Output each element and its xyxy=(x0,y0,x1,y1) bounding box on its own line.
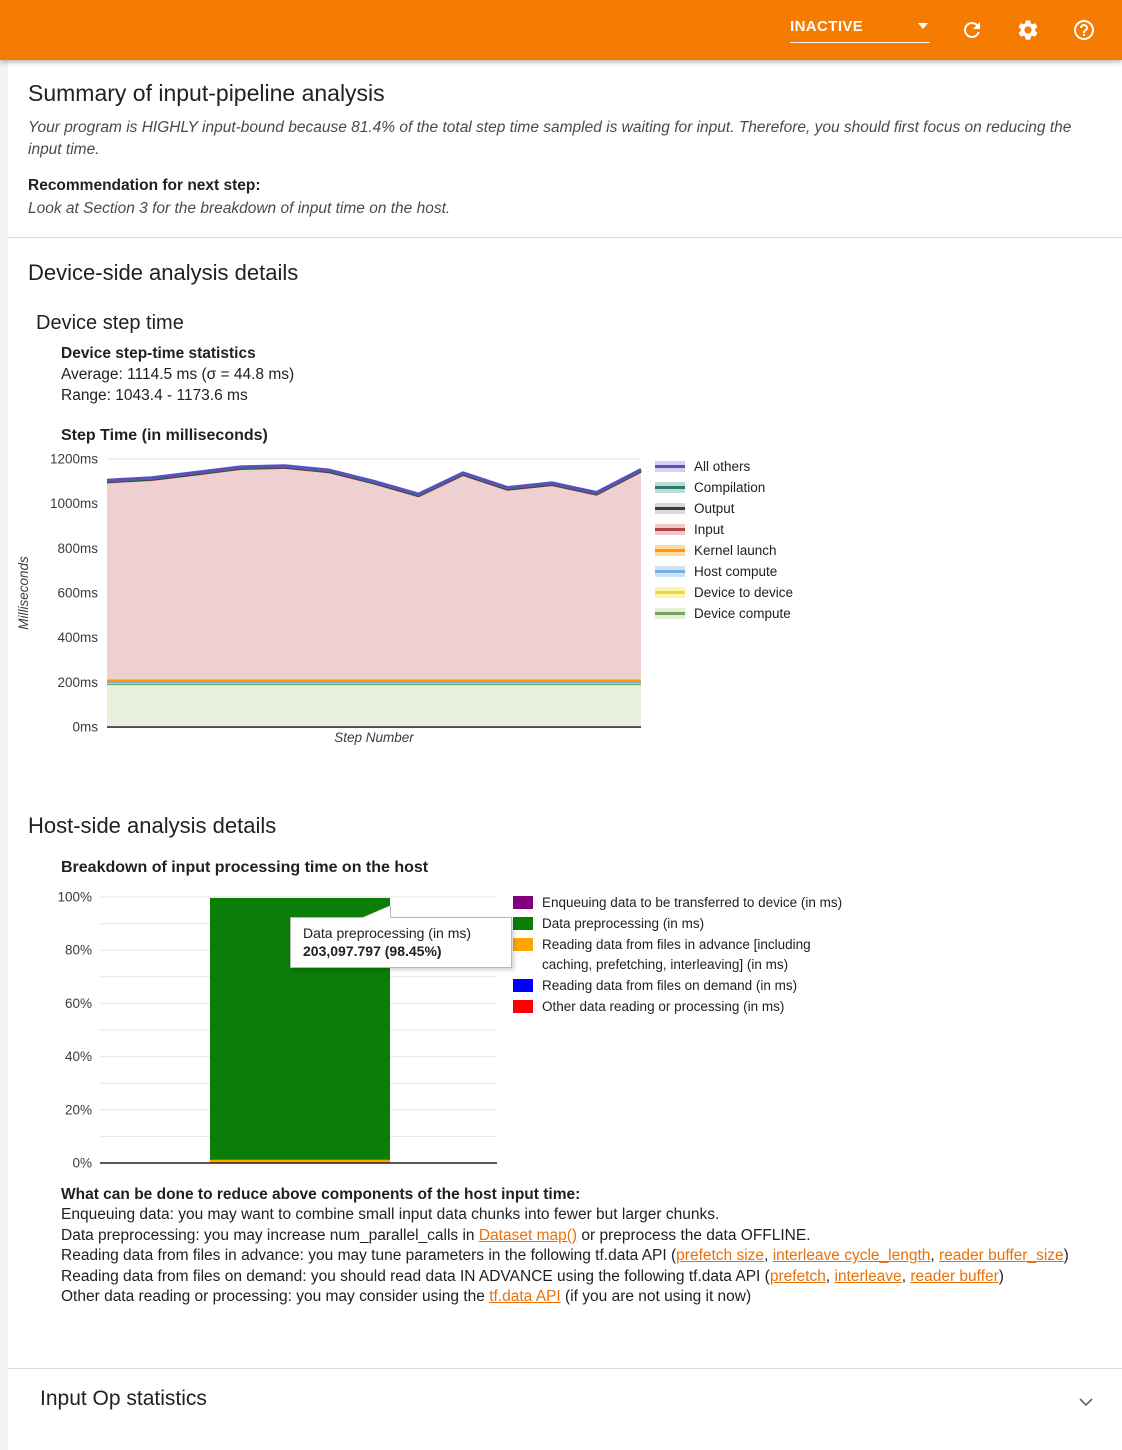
legend-item xyxy=(513,976,993,996)
advice-link[interactable]: prefetch size xyxy=(676,1247,765,1265)
device-chart-title: Step Time (in milliseconds) xyxy=(61,427,268,444)
svg-text:Milliseconds: Milliseconds xyxy=(16,556,31,630)
recommendation-label: Recommendation for next step: xyxy=(28,177,261,194)
legend-item xyxy=(513,935,993,975)
tooltip-series-name: Data preprocessing (in ms) xyxy=(303,925,472,941)
advice-heading: What can be done to reduce above components of the host input time: xyxy=(61,1186,581,1203)
svg-text:0ms: 0ms xyxy=(72,719,98,735)
host-chart-title: Breakdown of input processing time on the host xyxy=(61,859,429,876)
legend-item xyxy=(655,519,793,540)
legend-item xyxy=(655,540,793,561)
legend-item xyxy=(655,498,793,519)
legend-label: All others xyxy=(694,459,751,474)
device-stats-title: Device step-time statistics xyxy=(61,345,256,362)
host-breakdown-chart[interactable] xyxy=(8,888,1122,1180)
legend-swatch xyxy=(513,917,533,930)
host-chart-legend xyxy=(513,893,993,1018)
legend-item xyxy=(655,603,793,624)
legend-label: Device to device xyxy=(694,585,794,600)
advice-link[interactable]: prefetch xyxy=(769,1267,826,1285)
gear-icon xyxy=(1016,18,1040,42)
legend-label: Enqueuing data to be transferred to device (in ms) xyxy=(542,895,843,910)
device-step-time-stats xyxy=(61,343,294,406)
svg-text:80%: 80% xyxy=(64,942,92,958)
legend-swatch xyxy=(513,979,533,992)
legend-label: Reading data from files on demand (in ms) xyxy=(542,978,798,993)
svg-text:1200ms: 1200ms xyxy=(49,451,98,467)
legend-item xyxy=(513,997,993,1017)
device-section-title: Device-side analysis details xyxy=(28,260,299,285)
legend-swatch xyxy=(655,524,685,535)
legend-label: Kernel launch xyxy=(694,543,777,558)
legend-swatch xyxy=(655,608,685,619)
refresh-button[interactable] xyxy=(958,16,986,44)
host-section-title: Host-side analysis details xyxy=(28,813,277,838)
refresh-icon xyxy=(960,18,984,42)
advice-link[interactable]: interleave xyxy=(834,1267,902,1285)
legend-label: Data preprocessing (in ms) xyxy=(542,916,705,931)
summary-body: Your program is HIGHLY input-bound because 81.4% of the total step time sampled is waiting for input. Therefore, you should first focus on reducing the input time. xyxy=(28,119,1072,158)
app-header xyxy=(0,0,1122,60)
svg-text:Step Number: Step Number xyxy=(334,730,414,745)
device-chart-legend xyxy=(655,456,793,624)
capture-status-label: INACTIVE xyxy=(790,17,864,35)
device-stats-average: Average: 1114.5 ms (σ = 44.8 ms) xyxy=(61,366,295,383)
help-button[interactable] xyxy=(1070,16,1098,44)
svg-text:600ms: 600ms xyxy=(57,585,98,601)
legend-swatch xyxy=(655,461,685,472)
section-divider xyxy=(8,237,1122,238)
advice-line: Other data reading or processing: you may consider using the tf.data API (if you are not using it now) xyxy=(61,1288,752,1306)
legend-label: Compilation xyxy=(694,480,766,495)
svg-text:100%: 100% xyxy=(57,889,92,905)
advice-link[interactable]: interleave cycle_length xyxy=(772,1247,931,1265)
legend-item xyxy=(655,582,793,603)
legend-item xyxy=(513,893,993,913)
svg-text:400ms: 400ms xyxy=(57,630,98,646)
input-op-statistics-panel[interactable] xyxy=(8,1368,1122,1450)
advice-link[interactable]: reader buffer_size xyxy=(939,1247,1064,1265)
svg-text:20%: 20% xyxy=(64,1102,92,1118)
legend-item xyxy=(513,914,993,934)
device-chart-plot[interactable] xyxy=(8,450,1122,762)
svg-text:40%: 40% xyxy=(64,1049,92,1065)
advice-lines xyxy=(61,1205,1076,1307)
legend-item xyxy=(655,561,793,582)
settings-button[interactable] xyxy=(1014,16,1042,44)
legend-label: Reading data from files in advance [including caching, prefetching, interleaving] (in ms) xyxy=(542,937,811,972)
content-card xyxy=(8,60,1122,1450)
input-op-statistics-title: Input Op statistics xyxy=(40,1387,207,1410)
help-icon xyxy=(1072,18,1096,42)
device-step-time-chart[interactable] xyxy=(8,450,1122,762)
legend-label: Output xyxy=(694,501,735,516)
advice-line: Reading data from files on demand: you should read data IN ADVANCE using the following tf.data API (prefetch, interleave, reader buffer) xyxy=(61,1267,1004,1285)
advice-line: Enqueuing data: you may want to combine small input data chunks into fewer but larger chunks. xyxy=(61,1206,720,1224)
advice-line: Reading data from files in advance: you may tune parameters in the following tf.data API (prefetch size, interleave cycle_length, reader buffer_size) xyxy=(61,1247,1069,1265)
legend-swatch xyxy=(655,545,685,556)
svg-text:200ms: 200ms xyxy=(57,674,98,690)
capture-status-select[interactable] xyxy=(790,18,930,43)
chevron-down-icon[interactable] xyxy=(1078,1397,1094,1407)
device-step-time-title: Device step time xyxy=(36,312,184,334)
svg-text:1000ms: 1000ms xyxy=(49,496,98,512)
advice-line: Data preprocessing: you may increase num_parallel_calls in Dataset map() or preprocess the data OFFLINE. xyxy=(61,1226,811,1244)
advice-link[interactable]: tf.data API xyxy=(489,1288,561,1306)
legend-swatch xyxy=(655,503,685,514)
legend-label: Host compute xyxy=(694,564,778,579)
advice-link[interactable]: Dataset map() xyxy=(478,1226,578,1244)
legend-swatch xyxy=(655,587,685,598)
advice-link[interactable]: reader buffer xyxy=(910,1267,999,1285)
legend-label: Device compute xyxy=(694,606,791,621)
legend-swatch xyxy=(655,482,685,493)
legend-label: Input xyxy=(694,522,725,537)
summary-title: Summary of input-pipeline analysis xyxy=(28,80,385,106)
legend-item xyxy=(655,456,793,477)
svg-text:0%: 0% xyxy=(72,1155,92,1171)
svg-text:60%: 60% xyxy=(64,995,92,1011)
svg-text:800ms: 800ms xyxy=(57,540,98,556)
legend-swatch xyxy=(513,1000,533,1013)
legend-item xyxy=(655,477,793,498)
chart-tooltip xyxy=(290,917,512,968)
tooltip-value: 203,097.797 (98.45%) xyxy=(303,943,442,959)
legend-swatch xyxy=(655,566,685,577)
recommendation-body: Look at Section 3 for the breakdown of input time on the host. xyxy=(28,200,451,217)
host-input-advice xyxy=(61,1185,1076,1307)
legend-label: Other data reading or processing (in ms) xyxy=(542,999,785,1014)
device-stats-range: Range: 1043.4 - 1173.6 ms xyxy=(61,387,248,404)
legend-swatch xyxy=(513,896,533,909)
legend-swatch xyxy=(513,938,533,951)
dropdown-caret-icon xyxy=(918,23,928,29)
